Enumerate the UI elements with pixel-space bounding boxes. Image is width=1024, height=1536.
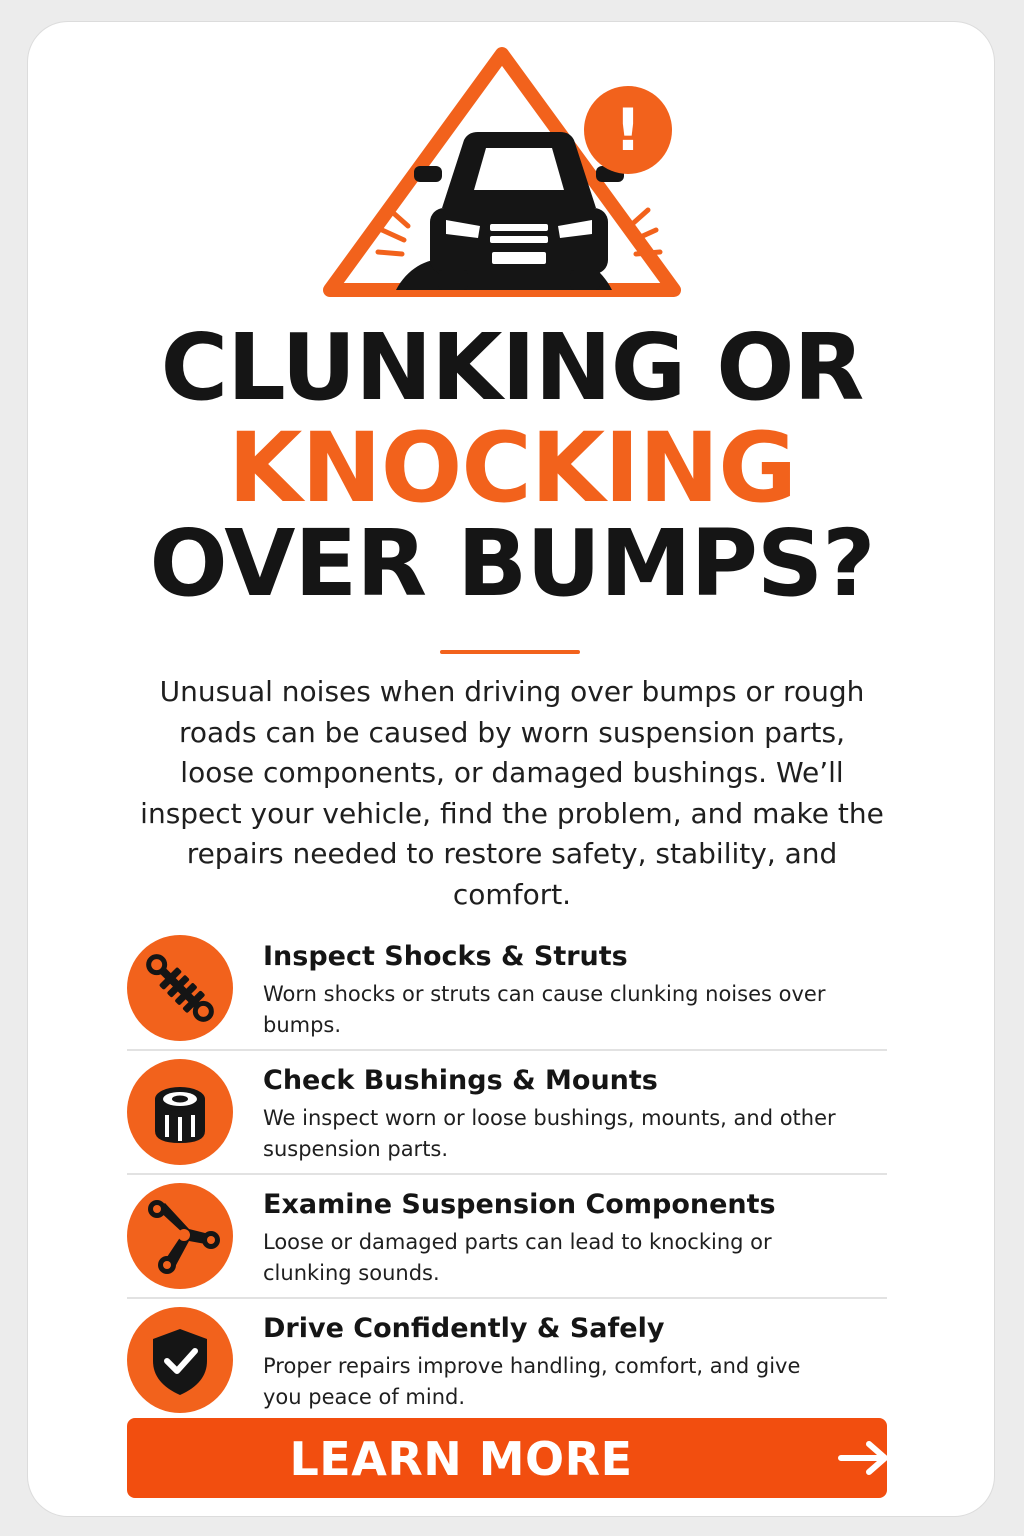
feature-item-shocks	[127, 927, 887, 1051]
shock-absorber-icon	[127, 935, 233, 1041]
exclamation-badge-icon	[584, 86, 672, 174]
suspension-link-icon	[127, 1183, 233, 1289]
feature-title: Check Bushings & Mounts	[263, 1065, 658, 1096]
bushing-icon	[127, 1059, 233, 1165]
feature-description: Proper repairs improve handling, comfort, and give you peace of mind.	[263, 1354, 801, 1409]
svg-text:!: !	[614, 96, 642, 164]
feature-title: Drive Confidently & Safely	[263, 1313, 665, 1344]
feature-description: Worn shocks or struts can cause clunking noises over bumps.	[263, 982, 826, 1037]
shield-check-icon	[127, 1307, 233, 1413]
hero-illustration	[312, 40, 692, 310]
learn-more-label: LEARN MORE	[289, 1432, 633, 1486]
feature-title: Inspect Shocks & Struts	[263, 941, 628, 972]
intro-paragraph: Unusual noises when driving over bumps or rough roads can be caused by worn suspension parts, loose components, or damaged bushings. We’ll inspect your vehicle, find the problem, and make the repairs needed to restore safety, stability, and comfort.	[140, 675, 884, 911]
feature-title: Examine Suspension Components	[263, 1189, 776, 1220]
headline-divider	[440, 650, 580, 654]
headline-line-2: KNOCKING	[227, 412, 797, 524]
feature-item-bushings	[127, 1051, 887, 1175]
feature-item-drive-safely	[127, 1299, 887, 1421]
feature-description: Loose or damaged parts can lead to knocking or clunking sounds.	[263, 1230, 772, 1285]
arrow-right-icon	[835, 1438, 895, 1478]
headline-line-1: CLUNKING OR	[160, 314, 864, 421]
feature-item-components	[127, 1175, 887, 1299]
learn-more-button[interactable]	[127, 1418, 887, 1498]
feature-list	[127, 927, 887, 1421]
feature-description: We inspect worn or loose bushings, mounts, and other suspension parts.	[263, 1106, 836, 1161]
headline-line-3: OVER BUMPS?	[149, 510, 875, 617]
